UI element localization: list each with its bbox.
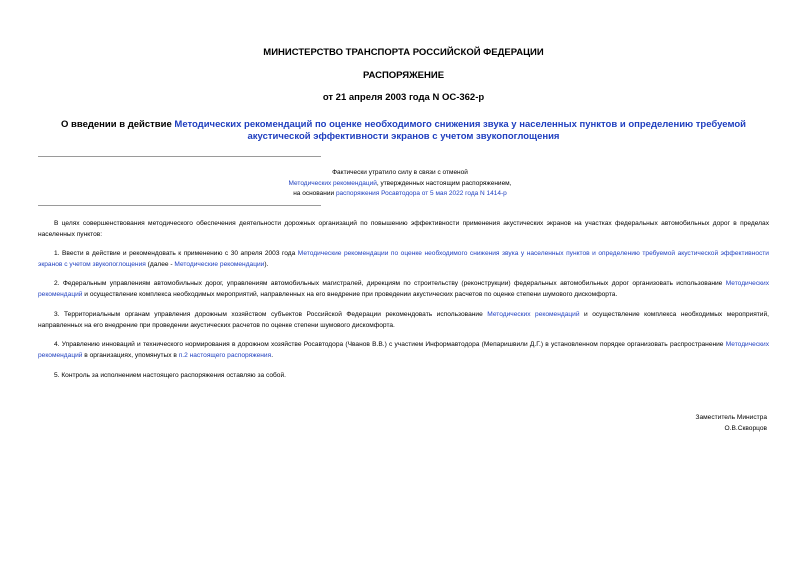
p3-recommendations-link[interactable]: Методических рекомендаций xyxy=(487,311,580,318)
date-number-heading: от 21 апреля 2003 года N ОС-362-р xyxy=(322,92,485,103)
note-order-link[interactable]: распоряжения Росавтодора от 5 мая 2022 года N 1414-р xyxy=(335,190,507,197)
p1-short-link[interactable]: Методические рекомендации xyxy=(174,260,265,268)
p3-prefix: 3. Территориальным органам управления дорожным хозяйством субъектов Российской Федерации рекомендовать использование xyxy=(54,311,488,318)
paragraph-5 xyxy=(38,371,769,382)
note-line-3 xyxy=(200,189,600,200)
signatory-position: Заместитель Министра xyxy=(695,414,767,421)
ministry-heading: МИНИСТЕРСТВО ТРАНСПОРТА РОССИЙСКОЙ ФЕДЕРАЦИИ xyxy=(263,47,544,58)
note-recommendations-link[interactable]: Методических рекомендаций xyxy=(288,179,377,187)
signatory-name: О.В.Скворцов xyxy=(724,424,767,432)
p1-prefix: 1. Ввести в действие и рекомендовать к применению с 30 апреля 2003 года xyxy=(54,250,298,257)
p2-prefix: 2. Федеральным управлениям автомобильных дорог, управлениям автомобильных магистралей, дирекциям по строительству (реконструкции) федеральных автомобильных дорог организовать использование xyxy=(54,280,726,287)
p1-mid: (далее - xyxy=(145,260,175,268)
p2-end: и осуществление комплекса необходимых мероприятий, направленных на его внедрение при проведении акустических расчетов по оценке степени шумового дискомфорта. xyxy=(82,290,618,298)
paragraph-2 xyxy=(38,279,769,300)
p5-text: 5. Контроль за исполнением настоящего распоряжения оставляю за собой. xyxy=(54,372,286,379)
p3-end: и осуществление комплекса необходимых мероприятий, направленных на его внедрение при проведении акустических расчетов по оценке степени шумового дискомфорта. xyxy=(38,311,769,329)
p1-recommendations-link[interactable]: Методические рекомендации по оценке необходимого снижения звука у населенных пунктов и определению требуемой акустической эффективности экранов с учетом звукопоглощения xyxy=(38,250,769,268)
note-line-2 xyxy=(200,179,600,190)
title-prefix: О введении в действие xyxy=(60,119,175,130)
title-link[interactable]: Методических рекомендаций по оценке необходимого снижения звука у населенных пунктов и определению требуемой акустической эффективности экранов с учетом звукопоглощения xyxy=(174,119,747,142)
note-line-3-prefix: на основании xyxy=(293,190,336,197)
paragraph-4 xyxy=(38,340,769,361)
p4-end: . xyxy=(271,351,274,359)
p2-recommendations-link[interactable]: Методических рекомендаций xyxy=(38,280,769,298)
p4-clause-link[interactable]: п.2 настоящего распоряжения xyxy=(178,351,272,359)
p1-end: ). xyxy=(264,260,269,268)
signature-block xyxy=(695,413,767,434)
p4-mid: в организациях, упомянутых в xyxy=(82,351,179,359)
divider-bottom xyxy=(38,205,321,206)
status-note xyxy=(200,168,600,200)
paragraph-3 xyxy=(38,310,769,331)
paragraph-1 xyxy=(38,249,769,270)
document-title xyxy=(40,119,767,143)
note-line-1: Фактически утратило силу в связи с отменой xyxy=(332,169,468,176)
note-line-2-rest: , утвержденных настоящим распоряжением, xyxy=(376,179,512,187)
p4-prefix: 4. Управлению инноваций и технического нормирования в дорожном хозяйстве Росавтодора (Чванов В.В.) с участием Информавтодора (Мепаришвили Д.Г.) в установленном порядке организовать распространение xyxy=(54,341,726,348)
divider-top xyxy=(38,156,321,157)
intro-paragraph xyxy=(38,219,769,240)
document-type-heading: РАСПОРЯЖЕНИЕ xyxy=(362,70,445,81)
p4-recommendations-link[interactable]: Методических рекомендаций xyxy=(38,341,769,359)
intro-text: В целях совершенствования методического обеспечения деятельности дорожных организаций по повышению эффективности применения акустических экранов на участках федеральных автомобильных дорог в пределах населенных пунктов: xyxy=(38,220,769,238)
